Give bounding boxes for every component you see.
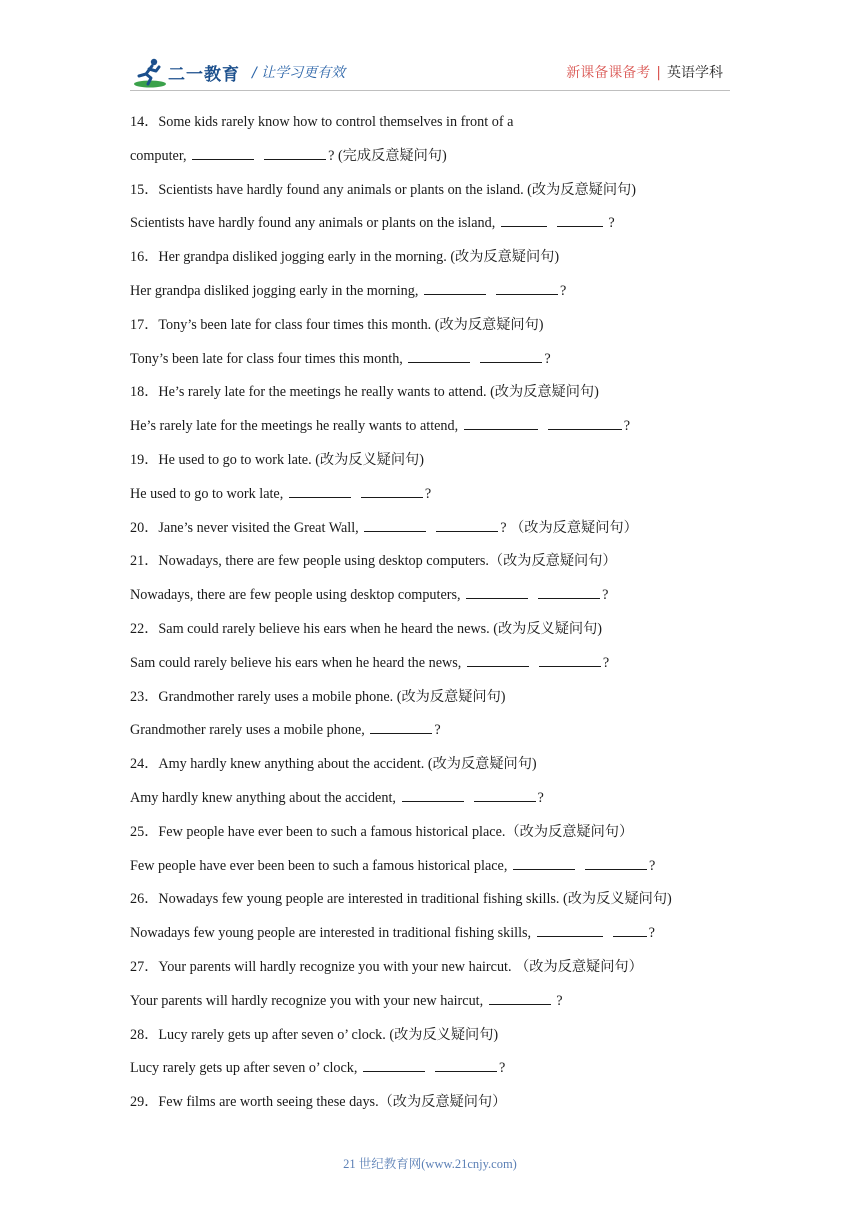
- line-suffix: ?: [559, 282, 567, 299]
- exercise-line: [130, 750, 730, 784]
- answer-blank[interactable]: [539, 652, 601, 667]
- line-suffix: ?: [498, 1060, 506, 1077]
- exercise-line: [130, 716, 730, 750]
- slogan: / 让学习更有效: [252, 65, 346, 81]
- answer-blank[interactable]: [467, 652, 529, 667]
- answer-blank[interactable]: [466, 584, 528, 599]
- line-text: 21．Nowadays, there are few people using desktop computers.（改为反意疑问句）: [130, 553, 617, 570]
- line-text: 18．He’s rarely late for the meetings he really wants to attend. (改为反意疑问句): [130, 384, 599, 401]
- answer-blank[interactable]: [548, 415, 622, 430]
- answer-blank[interactable]: [496, 280, 558, 295]
- line-suffix: ?: [424, 485, 432, 502]
- exercise-line: [130, 142, 730, 176]
- line-text: Few people have ever been been to such a famous historical place,: [130, 857, 511, 874]
- header-separator: |: [656, 65, 661, 81]
- line-text: Tony’s been late for class four times this month,: [130, 350, 407, 367]
- answer-blank[interactable]: [435, 1057, 497, 1072]
- line-text: 15．Scientists have hardly found any animals or plants on the island. (改为反意疑问句): [130, 181, 636, 198]
- exercise-line: [130, 176, 730, 210]
- answer-blank[interactable]: [489, 990, 551, 1005]
- line-suffix: ?: [544, 350, 551, 367]
- exercise-line: [130, 615, 730, 649]
- exercise-line: [130, 311, 730, 345]
- exercise-line: [130, 581, 730, 615]
- line-text: Nowadays, there are few people using desktop computers,: [130, 587, 465, 604]
- answer-blank[interactable]: [192, 145, 254, 160]
- line-suffix: ?: [602, 654, 610, 671]
- line-text: 22．Sam could rarely believe his ears when he heard the news. (改为反义疑问句): [130, 620, 602, 637]
- exercise-line: [130, 1021, 730, 1055]
- header-subject-info: [566, 62, 723, 82]
- logo-text: 二一教育: [168, 65, 240, 85]
- answer-blank[interactable]: [264, 145, 326, 160]
- line-text: 27．Your parents will hardly recognize you with your new haircut. （改为反意疑问句）: [130, 958, 643, 975]
- header-divider: [130, 90, 730, 91]
- exercise-line: [130, 480, 730, 514]
- line-suffix: ?: [648, 925, 655, 942]
- line-text: 19．He used to go to work late. (改为反义疑问句): [130, 451, 424, 468]
- line-suffix: ?: [604, 215, 615, 232]
- answer-blank[interactable]: [480, 348, 542, 363]
- exercise-line: [130, 209, 730, 243]
- answer-blank[interactable]: [424, 280, 486, 295]
- header-subject-label: 英语学科: [667, 65, 723, 81]
- answer-blank[interactable]: [408, 348, 470, 363]
- line-text: 23．Grandmother rarely uses a mobile phone. (改为反意疑问句): [130, 688, 506, 705]
- line-text: 29．Few films are worth seeing these days.（改为反意疑问句）: [130, 1094, 507, 1111]
- exercise-line: [130, 243, 730, 277]
- answer-blank[interactable]: [363, 1057, 425, 1072]
- answer-blank[interactable]: [513, 855, 575, 870]
- line-text: 25．Few people have ever been to such a famous historical place.（改为反意疑问句）: [130, 823, 634, 840]
- answer-blank[interactable]: [464, 415, 538, 430]
- line-suffix: ? (完成反意疑问句): [328, 147, 447, 164]
- answer-blank[interactable]: [364, 517, 426, 532]
- answer-blank[interactable]: [370, 719, 432, 734]
- answer-blank[interactable]: [585, 855, 647, 870]
- exercise-line: [130, 885, 730, 919]
- answer-blank[interactable]: [361, 483, 423, 498]
- line-suffix: ?: [434, 722, 441, 739]
- answer-blank[interactable]: [501, 212, 547, 227]
- line-text: 16．Her grandpa disliked jogging early in the morning. (改为反意疑问句): [130, 249, 560, 266]
- line-text: Grandmother rarely uses a mobile phone,: [130, 722, 369, 739]
- answer-blank[interactable]: [557, 212, 603, 227]
- line-suffix: ?: [602, 587, 609, 604]
- answer-blank[interactable]: [289, 483, 351, 498]
- line-text: 20．Jane’s never visited the Great Wall,: [130, 519, 363, 536]
- line-text: He’s rarely late for the meetings he really wants to attend,: [130, 418, 462, 435]
- line-suffix: ?: [552, 992, 563, 1009]
- logo: [130, 56, 248, 90]
- exercise-line: [130, 108, 730, 142]
- line-text: Scientists have hardly found any animals or plants on the island,: [130, 215, 499, 232]
- exercise-line: [130, 1088, 730, 1122]
- header-prep-label: 新课备课备考: [566, 65, 651, 81]
- page-footer: [0, 1154, 860, 1172]
- exercise-line: [130, 953, 730, 987]
- exercise-line: [130, 378, 730, 412]
- exercise-line: [130, 514, 730, 548]
- answer-blank[interactable]: [474, 787, 536, 802]
- line-text: Nowadays few young people are interested in traditional fishing skills,: [130, 925, 535, 942]
- line-suffix: ?: [537, 789, 544, 806]
- exercise-line: [130, 852, 730, 886]
- exercise-line: [130, 784, 730, 818]
- line-text: Your parents will hardly recognize you with your new haircut,: [130, 992, 487, 1009]
- exercise-line: [130, 1054, 730, 1088]
- line-text: Her grandpa disliked jogging early in the morning,: [130, 282, 422, 299]
- line-text: Lucy rarely gets up after seven o’ clock,: [130, 1060, 361, 1077]
- exercise-line: [130, 987, 730, 1021]
- line-text: Amy hardly knew anything about the accident,: [130, 789, 400, 806]
- page-header: [0, 0, 860, 100]
- line-text: He used to go to work late,: [130, 485, 287, 502]
- line-suffix: ? （改为反意疑问句）: [500, 519, 638, 536]
- exercise-line: [130, 547, 730, 581]
- line-text: computer,: [130, 147, 191, 164]
- answer-blank[interactable]: [538, 584, 600, 599]
- line-text: 24．Amy hardly knew anything about the accident. (改为反意疑问句): [130, 756, 537, 773]
- line-suffix: ?: [648, 857, 656, 874]
- answer-blank[interactable]: [613, 922, 647, 937]
- answer-blank[interactable]: [402, 787, 464, 802]
- exercise-line: [130, 412, 730, 446]
- exercise-list: [130, 108, 730, 1122]
- exercise-line: [130, 683, 730, 717]
- line-text: 14．Some kids rarely know how to control themselves in front of a: [130, 114, 514, 130]
- exercise-line: [130, 446, 730, 480]
- line-text: 28．Lucy rarely gets up after seven o’ clock. (改为反义疑问句): [130, 1026, 499, 1043]
- line-text: 17．Tony’s been late for class four times this month. (改为反意疑问句): [130, 316, 544, 333]
- answer-blank[interactable]: [537, 922, 603, 937]
- line-suffix: ?: [623, 418, 631, 435]
- exercise-line: [130, 818, 730, 852]
- exercise-line: [130, 277, 730, 311]
- line-text: Sam could rarely believe his ears when he heard the news,: [130, 654, 465, 671]
- answer-blank[interactable]: [436, 517, 498, 532]
- runner-logo-icon: [130, 56, 166, 90]
- exercise-line: [130, 649, 730, 683]
- line-text: 26．Nowadays few young people are interested in traditional fishing skills. (改为反义疑问句): [130, 891, 672, 908]
- exercise-line: [130, 919, 730, 953]
- exercise-line: [130, 345, 730, 379]
- footer-text: 21 世纪教育网(www.21cnjy.com): [343, 1157, 517, 1171]
